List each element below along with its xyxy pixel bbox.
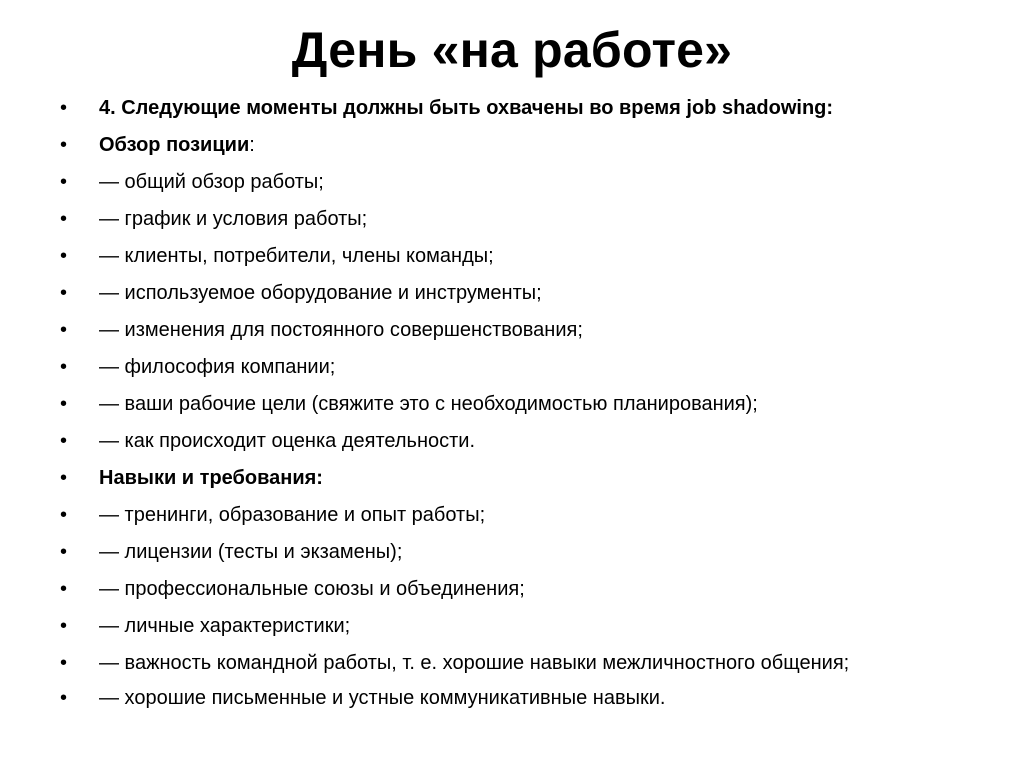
bullet-text: — лицензии (тесты и экзамены);	[99, 541, 403, 563]
section-heading: Навыки и требования:	[99, 467, 323, 489]
bullet-text: — используемое оборудование и инструменты;	[99, 282, 542, 304]
bullet-text: — график и условия работы;	[99, 208, 368, 230]
bullet-icon: •	[60, 356, 68, 378]
bullet-icon: •	[60, 687, 68, 709]
bullet-icon: •	[60, 393, 68, 415]
bullet-icon: •	[60, 97, 68, 119]
bullet-text: — изменения для постоянного совершенствования;	[99, 319, 583, 341]
bullet-item	[56, 392, 986, 417]
bullet-icon: •	[60, 245, 68, 267]
bullet-item	[56, 96, 986, 121]
bullet-icon: •	[60, 504, 68, 526]
bullet-text: — клиенты, потребители, члены команды;	[99, 245, 494, 267]
bullet-text: — общий обзор работы;	[99, 171, 324, 193]
section-heading: Обзор позиции	[99, 134, 250, 156]
bullet-text: — личные характеристики;	[99, 615, 351, 637]
bullet-icon: •	[60, 171, 68, 193]
bullet-icon: •	[60, 615, 68, 637]
bullet-item	[56, 540, 986, 565]
slide-title: День «на работе»	[291, 22, 733, 78]
bullet-item	[56, 429, 986, 454]
bullet-item	[56, 466, 986, 491]
bullet-icon: •	[60, 578, 68, 600]
bullet-icon: •	[60, 541, 68, 563]
bullet-item	[56, 577, 986, 602]
bullet-icon: •	[60, 282, 68, 304]
bullet-text: — ваши рабочие цели (свяжите это с необходимостью планирования);	[99, 393, 758, 415]
bullet-icon: •	[60, 134, 68, 156]
bullet-text: — профессиональные союзы и объединения;	[99, 578, 525, 600]
bullet-icon: •	[60, 652, 68, 674]
bullet-item	[56, 281, 986, 306]
bullet-item	[56, 207, 986, 232]
bullet-item	[56, 318, 986, 343]
bullet-item	[56, 614, 986, 639]
bullet-item	[56, 503, 986, 528]
bullet-icon: •	[60, 467, 68, 489]
bullet-icon: •	[60, 208, 68, 230]
bullet-text: — как происходит оценка деятельности.	[99, 430, 475, 452]
bullet-item	[56, 651, 986, 676]
bullet-icon: •	[60, 319, 68, 341]
bullet-text: — тренинги, образование и опыт работы;	[99, 504, 486, 526]
bullet-text: — хорошие письменные и устные коммуникативные навыки.	[99, 687, 666, 709]
bullet-text: — философия компании;	[99, 356, 336, 378]
bullet-text: 4. Следующие моменты должны быть охвачены во время job shadowing:	[99, 97, 834, 119]
bullet-list	[56, 96, 986, 723]
bullet-item	[56, 244, 986, 269]
bullet-item	[56, 170, 986, 195]
bullet-icon: •	[60, 430, 68, 452]
bullet-item	[56, 133, 986, 158]
bullet-item	[56, 355, 986, 380]
heading-colon: :	[249, 134, 255, 156]
bullet-text: — важность командной работы, т. е. хорошие навыки межличностного общения;	[99, 652, 850, 674]
bullet-item	[56, 686, 986, 711]
